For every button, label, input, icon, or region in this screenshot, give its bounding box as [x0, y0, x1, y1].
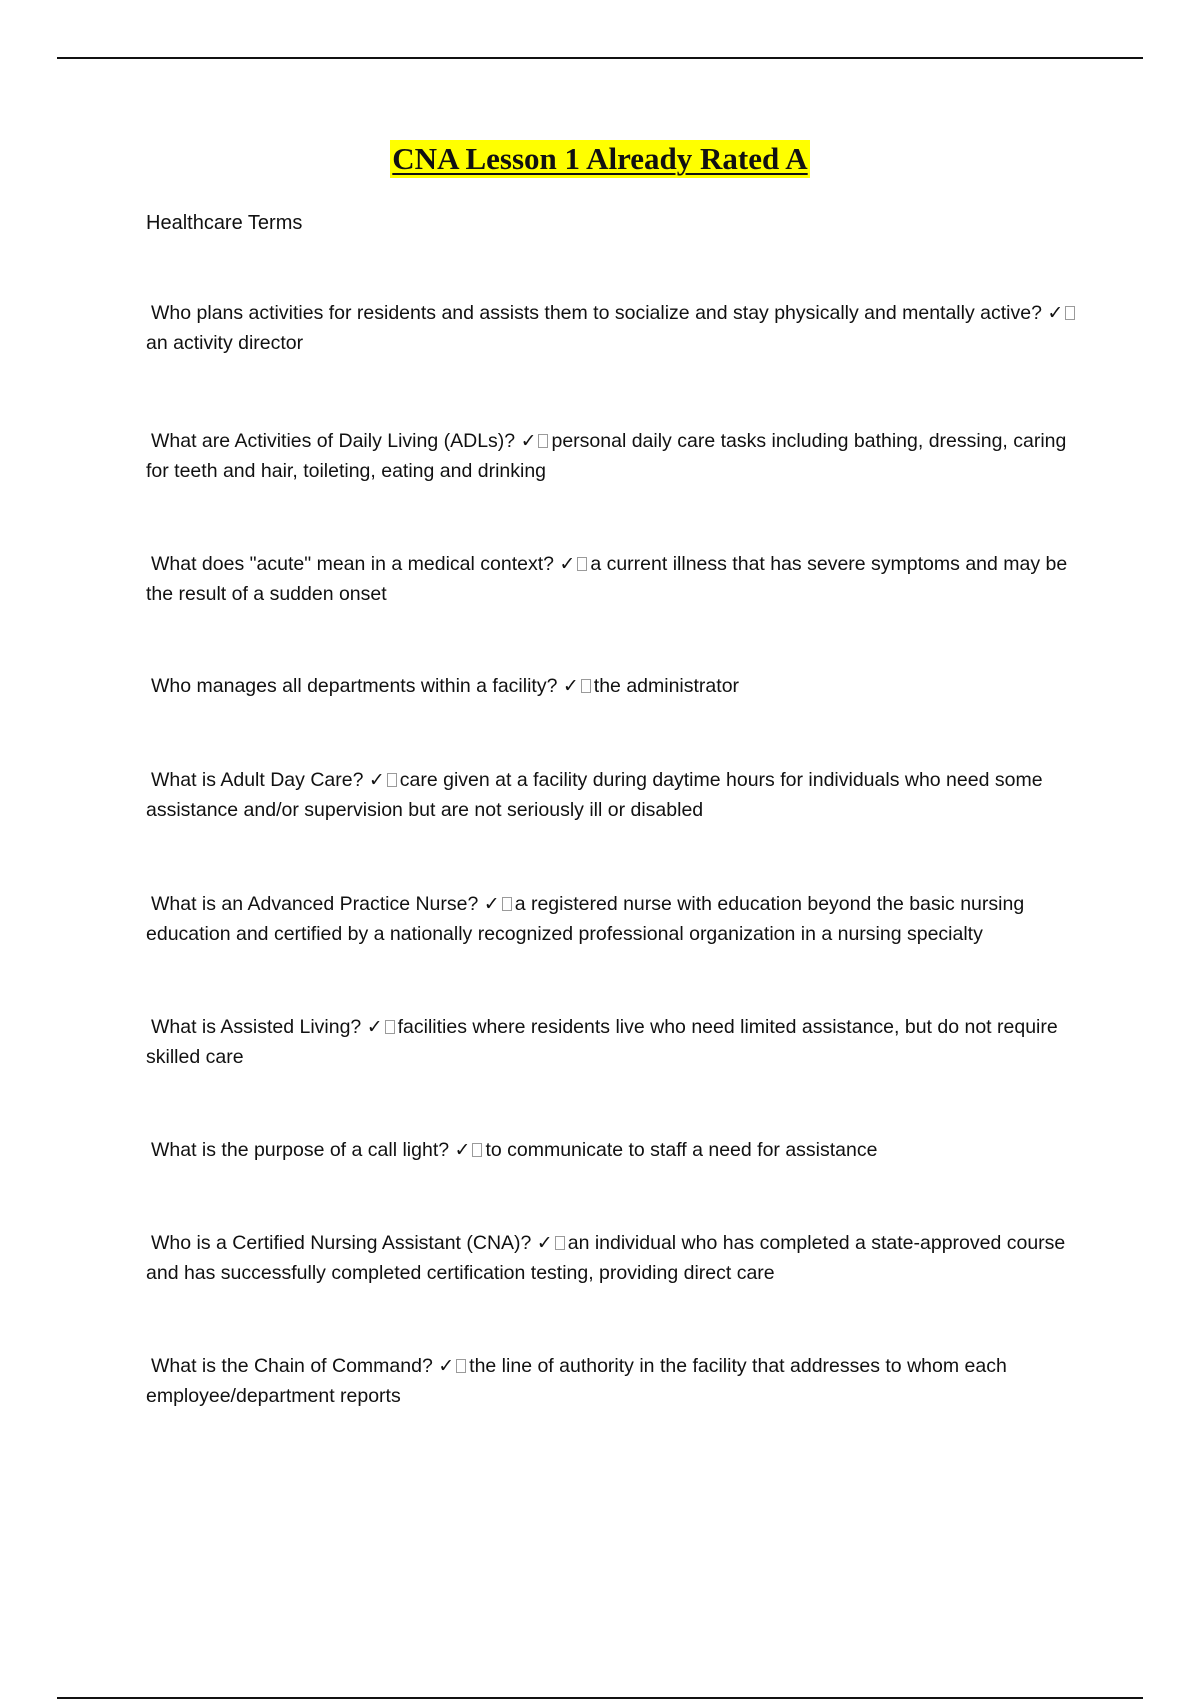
- check-icon: ✓: [536, 1232, 553, 1254]
- question-text: What are Activities of Daily Living (ADLs)?: [151, 430, 516, 452]
- qa-item: [146, 1228, 1092, 1288]
- answer-text: a current illness that has severe symptoms and may be the result of a sudden onset: [146, 553, 1068, 605]
- qa-item: [146, 765, 1092, 825]
- qa-item: [146, 1135, 1092, 1165]
- question-text: Who is a Certified Nursing Assistant (CNA)?: [151, 1232, 532, 1254]
- answer-text: to communicate to staff a need for assistance: [485, 1139, 878, 1161]
- missing-glyph-box-icon: [387, 773, 397, 787]
- missing-glyph-box-icon: [538, 434, 548, 448]
- missing-glyph-box-icon: [581, 679, 591, 693]
- question-text: What is the Chain of Command?: [151, 1355, 433, 1377]
- missing-glyph-box-icon: [1065, 306, 1075, 320]
- answer-text: an activity director: [146, 332, 304, 354]
- check-icon: ✓: [520, 430, 537, 452]
- qa-item: [146, 1351, 1092, 1411]
- question-text: Who plans activities for residents and assists them to socialize and stay physically and mentally active?: [151, 302, 1042, 324]
- question-text: What is the purpose of a call light?: [151, 1139, 450, 1161]
- check-icon: ✓: [454, 1139, 471, 1161]
- answer-text: personal daily care tasks including bathing, dressing, caring for teeth and hair, toileting, eating and drinking: [146, 430, 1067, 482]
- answer-text: facilities where residents live who need limited assistance, but do not require skilled care: [146, 1016, 1058, 1068]
- answer-text: the line of authority in the facility that addresses to whom each employee/department reports: [146, 1355, 1007, 1407]
- qa-item: [146, 1012, 1092, 1072]
- question-text: What does "acute" mean in a medical context?: [151, 553, 554, 575]
- missing-glyph-box-icon: [385, 1020, 395, 1034]
- qa-item: [146, 671, 1092, 701]
- check-icon: ✓: [559, 553, 576, 575]
- check-icon: ✓: [1047, 302, 1064, 324]
- qa-item: [146, 298, 1092, 358]
- check-icon: ✓: [562, 675, 579, 697]
- check-icon: ✓: [483, 893, 500, 915]
- qa-item: [146, 889, 1092, 949]
- missing-glyph-box-icon: [472, 1143, 482, 1157]
- check-icon: ✓: [368, 769, 385, 791]
- missing-glyph-box-icon: [577, 557, 587, 571]
- question-text: Who manages all departments within a facility?: [151, 675, 558, 697]
- question-text: What is Assisted Living?: [151, 1016, 362, 1038]
- title-container: [0, 140, 1200, 178]
- answer-text: an individual who has completed a state-approved course and has successfully completed certification testing, providing direct care: [146, 1232, 1066, 1284]
- question-text: What is an Advanced Practice Nurse?: [151, 893, 479, 915]
- qa-item: [146, 426, 1092, 486]
- missing-glyph-box-icon: [502, 897, 512, 911]
- missing-glyph-box-icon: [456, 1359, 466, 1373]
- question-text: What is Adult Day Care?: [151, 769, 364, 791]
- top-rule: [57, 57, 1143, 59]
- answer-text: the administrator: [593, 675, 740, 697]
- answer-text: care given at a facility during daytime hours for individuals who need some assistance and/or supervision but are not seriously ill or disabled: [146, 769, 1043, 821]
- check-icon: ✓: [366, 1016, 383, 1038]
- bottom-rule: [57, 1697, 1143, 1699]
- answer-text: a registered nurse with education beyond the basic nursing education and certified by a nationally recognized professional organization in a nursing specialty: [146, 893, 1025, 945]
- qa-item: [146, 549, 1092, 609]
- document-title: CNA Lesson 1 Already Rated A: [392, 141, 808, 176]
- check-icon: ✓: [438, 1355, 455, 1377]
- section-label: Healthcare Terms: [146, 212, 303, 234]
- missing-glyph-box-icon: [555, 1236, 565, 1250]
